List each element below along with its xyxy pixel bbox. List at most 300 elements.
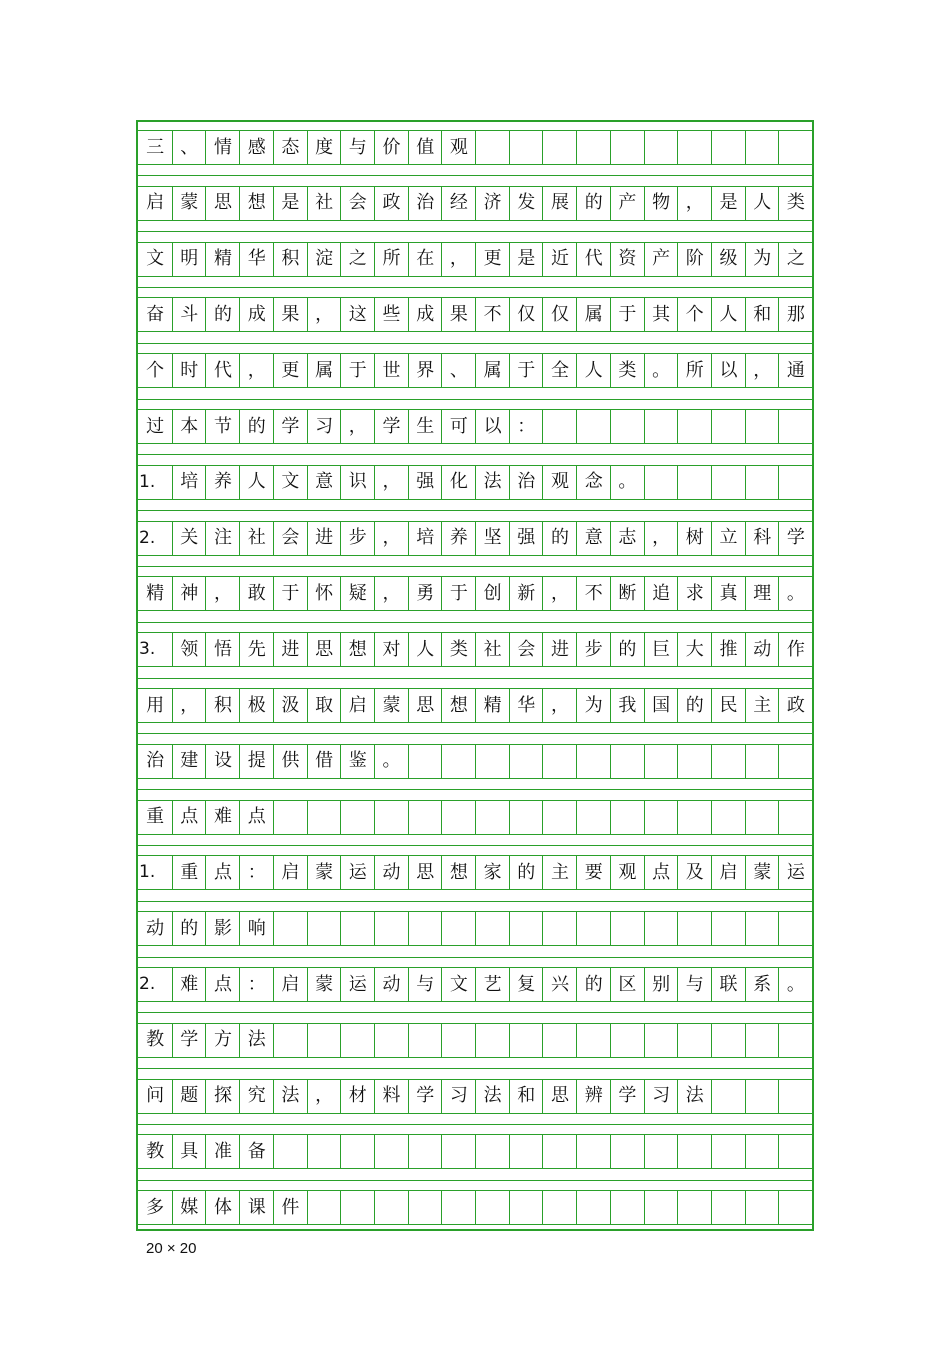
row-gap-line [138, 957, 812, 958]
grid-cell: 坚 [475, 521, 509, 556]
grid-cell: ， [205, 576, 239, 611]
grid-cell: 件 [273, 1190, 307, 1225]
grid-cell: 料 [374, 1079, 408, 1114]
grid-cell: ， [374, 521, 408, 556]
grid-cell [441, 744, 475, 779]
grid-cell: 辨 [576, 1079, 610, 1114]
grid-cell: 情 [205, 130, 239, 165]
grid-cell [778, 911, 812, 946]
grid-cell [576, 1134, 610, 1169]
grid-cell [475, 744, 509, 779]
grid-cell: 2. [138, 521, 172, 556]
grid-cell: 更 [475, 242, 509, 277]
grid-cell: 积 [273, 242, 307, 277]
grid-cell [610, 1190, 644, 1225]
row-gap-line [138, 622, 812, 623]
grid-cell [509, 744, 543, 779]
grid-cell [610, 1134, 644, 1169]
grid-cell [711, 1023, 745, 1058]
grid-row [138, 465, 812, 500]
grid-row [138, 1079, 812, 1114]
grid-cell: 主 [745, 688, 779, 723]
grid-cell [307, 1023, 341, 1058]
grid-cell: ： [509, 409, 543, 444]
grid-cell: 化 [441, 465, 475, 500]
grid-cell [677, 800, 711, 835]
grid-cell [576, 800, 610, 835]
grid-cell [745, 465, 779, 500]
grid-cell [273, 911, 307, 946]
grid-cell [307, 911, 341, 946]
grid-row [138, 409, 812, 444]
grid-cell: 人 [745, 186, 779, 221]
grid-cell: 进 [307, 521, 341, 556]
grid-cell: 材 [340, 1079, 374, 1114]
grid-cell: 立 [711, 521, 745, 556]
grid-cell: 媒 [172, 1190, 206, 1225]
grid-cell: 治 [138, 744, 172, 779]
grid-cell: 文 [273, 465, 307, 500]
grid-cell [644, 800, 678, 835]
grid-row [138, 967, 812, 1002]
grid-cell: 人 [711, 297, 745, 332]
grid-cell: ， [239, 353, 273, 388]
grid-cell: 类 [610, 353, 644, 388]
grid-cell: 。 [610, 465, 644, 500]
grid-cell: 与 [408, 967, 442, 1002]
grid-cell: 、 [172, 130, 206, 165]
grid-cell: ， [307, 1079, 341, 1114]
grid-cell [677, 409, 711, 444]
grid-cell: 动 [138, 911, 172, 946]
grid-cell: 系 [745, 967, 779, 1002]
grid-cell [340, 1023, 374, 1058]
grid-cell [610, 744, 644, 779]
grid-cell [408, 744, 442, 779]
grid-cell [475, 1190, 509, 1225]
grid-size-label: 20 × 20 [146, 1240, 197, 1257]
grid-cell [745, 800, 779, 835]
grid-cell: ， [677, 186, 711, 221]
grid-cell: 作 [778, 632, 812, 667]
grid-cell [542, 130, 576, 165]
grid-cell: 难 [172, 967, 206, 1002]
grid-cell: 创 [475, 576, 509, 611]
grid-cell: 法 [273, 1079, 307, 1114]
grid-cell [745, 130, 779, 165]
grid-cell: 法 [475, 1079, 509, 1114]
grid-cell: 鉴 [340, 744, 374, 779]
grid-cell: 1. [138, 465, 172, 500]
grid-cell [509, 1023, 543, 1058]
grid-cell [711, 1190, 745, 1225]
grid-cell: ， [172, 688, 206, 723]
grid-cell [509, 800, 543, 835]
grid-cell: 疑 [340, 576, 374, 611]
grid-cell: 以 [475, 409, 509, 444]
grid-cell: 重 [138, 800, 172, 835]
grid-cell [778, 1079, 812, 1114]
grid-cell: 运 [778, 855, 812, 890]
grid-cell: 意 [307, 465, 341, 500]
grid-cell [374, 911, 408, 946]
grid-cell: 汲 [273, 688, 307, 723]
grid-cell: 运 [340, 855, 374, 890]
grid-cell: 。 [374, 744, 408, 779]
grid-cell: 价 [374, 130, 408, 165]
grid-cell [644, 744, 678, 779]
grid-cell: 启 [273, 855, 307, 890]
grid-cell [711, 130, 745, 165]
grid-cell: 度 [307, 130, 341, 165]
grid-cell [644, 130, 678, 165]
grid-cell: 仅 [509, 297, 543, 332]
grid-cell: 于 [340, 353, 374, 388]
grid-cell: 习 [441, 1079, 475, 1114]
grid-cell: 3. [138, 632, 172, 667]
grid-cell: ， [441, 242, 475, 277]
grid-cell: 巨 [644, 632, 678, 667]
grid-cell: 敢 [239, 576, 273, 611]
grid-cell: 方 [205, 1023, 239, 1058]
grid-cell: 探 [205, 1079, 239, 1114]
grid-cell: 民 [711, 688, 745, 723]
grid-cell: ， [542, 688, 576, 723]
grid-cell: 本 [172, 409, 206, 444]
grid-cell [677, 1023, 711, 1058]
grid-cell: 先 [239, 632, 273, 667]
grid-cell: 科 [745, 521, 779, 556]
grid-cell [576, 744, 610, 779]
grid-cell: 区 [610, 967, 644, 1002]
row-gap-line [138, 454, 812, 455]
grid-cell: 观 [542, 465, 576, 500]
grid-cell [677, 911, 711, 946]
grid-row [138, 186, 812, 221]
grid-cell: 取 [307, 688, 341, 723]
grid-cell: 难 [205, 800, 239, 835]
grid-cell: 那 [778, 297, 812, 332]
grid-cell: ， [745, 353, 779, 388]
grid-cell: 意 [576, 521, 610, 556]
grid-cell: 于 [441, 576, 475, 611]
grid-cell: 的 [610, 632, 644, 667]
row-gap-line [138, 1012, 812, 1013]
grid-cell: 思 [307, 632, 341, 667]
grid-cell: 的 [542, 521, 576, 556]
grid-cell: 展 [542, 186, 576, 221]
grid-cell: 奋 [138, 297, 172, 332]
grid-cell [408, 1134, 442, 1169]
grid-cell: 成 [408, 297, 442, 332]
grid-cell [374, 800, 408, 835]
grid-cell: 是 [509, 242, 543, 277]
grid-cell: 的 [205, 297, 239, 332]
grid-cell: 是 [711, 186, 745, 221]
grid-cell: 治 [408, 186, 442, 221]
grid-cell: 类 [441, 632, 475, 667]
row-gap-line [138, 287, 812, 288]
grid-cell [745, 409, 779, 444]
grid-cell: 家 [475, 855, 509, 890]
grid-cell: 社 [475, 632, 509, 667]
grid-cell: 态 [273, 130, 307, 165]
row-gap-line [138, 1068, 812, 1069]
grid-cell: 世 [374, 353, 408, 388]
grid-cell [374, 1134, 408, 1169]
grid-cell: 建 [172, 744, 206, 779]
grid-cell [273, 800, 307, 835]
grid-cell [340, 911, 374, 946]
grid-cell: 要 [576, 855, 610, 890]
grid-row [138, 297, 812, 332]
grid-cell [475, 911, 509, 946]
grid-cell [677, 1134, 711, 1169]
grid-cell [340, 800, 374, 835]
grid-cell [408, 911, 442, 946]
grid-cell: 体 [205, 1190, 239, 1225]
grid-cell: 点 [205, 855, 239, 890]
grid-cell: 国 [644, 688, 678, 723]
grid-cell [778, 800, 812, 835]
grid-cell: 的 [576, 186, 610, 221]
grid-cell: 更 [273, 353, 307, 388]
grid-cell [475, 130, 509, 165]
grid-cell [542, 409, 576, 444]
grid-cell: ， [307, 297, 341, 332]
grid-cell [542, 744, 576, 779]
grid-cell [542, 800, 576, 835]
grid-cell: 华 [509, 688, 543, 723]
grid-cell: 以 [711, 353, 745, 388]
grid-cell: 备 [239, 1134, 273, 1169]
grid-cell: 人 [408, 632, 442, 667]
grid-cell: 于 [610, 297, 644, 332]
grid-cell [778, 465, 812, 500]
grid-cell: 动 [745, 632, 779, 667]
grid-cell: 属 [576, 297, 610, 332]
grid-cell: 蒙 [172, 186, 206, 221]
grid-cell [576, 130, 610, 165]
row-gap-line [138, 1180, 812, 1181]
grid-cell: 节 [205, 409, 239, 444]
grid-cell: 极 [239, 688, 273, 723]
grid-cell: 仅 [542, 297, 576, 332]
grid-cell [778, 130, 812, 165]
row-gap-line [138, 733, 812, 734]
grid-cell [542, 1190, 576, 1225]
grid-cell: 教 [138, 1134, 172, 1169]
row-gap-line [138, 901, 812, 902]
grid-cell: 多 [138, 1190, 172, 1225]
grid-cell [745, 911, 779, 946]
grid-cell: 培 [172, 465, 206, 500]
grid-cell: 勇 [408, 576, 442, 611]
grid-cell: 2. [138, 967, 172, 1002]
grid-cell: 的 [509, 855, 543, 890]
grid-cell: 为 [745, 242, 779, 277]
grid-cell [441, 1190, 475, 1225]
grid-cell: ： [239, 967, 273, 1002]
grid-row [138, 855, 812, 890]
grid-cell [677, 465, 711, 500]
grid-cell: 会 [509, 632, 543, 667]
grid-cell: 发 [509, 186, 543, 221]
grid-cell: 动 [374, 855, 408, 890]
grid-cell: 属 [307, 353, 341, 388]
grid-cell [475, 800, 509, 835]
grid-cell: 可 [441, 409, 475, 444]
grid-cell [273, 1023, 307, 1058]
grid-cell: 进 [542, 632, 576, 667]
grid-cell: 及 [677, 855, 711, 890]
grid-cell: 在 [408, 242, 442, 277]
grid-cell [745, 1023, 779, 1058]
grid-cell: ， [542, 576, 576, 611]
grid-cell: 求 [677, 576, 711, 611]
grid-cell [542, 911, 576, 946]
grid-cell: 淀 [307, 242, 341, 277]
grid-row [138, 911, 812, 946]
grid-cell: 阶 [677, 242, 711, 277]
grid-cell: 和 [745, 297, 779, 332]
grid-cell [711, 465, 745, 500]
grid-cell: 全 [542, 353, 576, 388]
grid-cell: 于 [273, 576, 307, 611]
grid-cell: 推 [711, 632, 745, 667]
grid-cell: 强 [408, 465, 442, 500]
grid-cell: 借 [307, 744, 341, 779]
grid-cell [644, 1134, 678, 1169]
grid-cell: 启 [340, 688, 374, 723]
grid-cell: 追 [644, 576, 678, 611]
grid-cell [576, 1023, 610, 1058]
grid-cell: 学 [172, 1023, 206, 1058]
grid-cell: ， [644, 521, 678, 556]
row-gap-line [138, 789, 812, 790]
grid-cell: 培 [408, 521, 442, 556]
grid-cell: 步 [576, 632, 610, 667]
grid-cell: 蒙 [745, 855, 779, 890]
grid-cell [644, 1023, 678, 1058]
grid-cell: 社 [307, 186, 341, 221]
grid-cell: 与 [677, 967, 711, 1002]
grid-cell: 三 [138, 130, 172, 165]
grid-cell: 运 [340, 967, 374, 1002]
grid-cell [778, 1190, 812, 1225]
row-gap-line [138, 231, 812, 232]
grid-cell: 些 [374, 297, 408, 332]
grid-cell [542, 1023, 576, 1058]
grid-cell: 蒙 [307, 967, 341, 1002]
grid-cell: 蒙 [374, 688, 408, 723]
grid-cell: 代 [205, 353, 239, 388]
grid-cell: 经 [441, 186, 475, 221]
row-gap-line [138, 399, 812, 400]
grid-cell: 不 [475, 297, 509, 332]
grid-cell: 斗 [172, 297, 206, 332]
grid-cell [610, 409, 644, 444]
grid-cell [441, 800, 475, 835]
grid-cell: 之 [778, 242, 812, 277]
grid-cell: 代 [576, 242, 610, 277]
grid-cell: 注 [205, 521, 239, 556]
grid-cell: 我 [610, 688, 644, 723]
grid-cell: 人 [239, 465, 273, 500]
grid-cell [778, 1023, 812, 1058]
grid-cell: 的 [576, 967, 610, 1002]
grid-cell [711, 744, 745, 779]
grid-cell: 思 [408, 688, 442, 723]
grid-row [138, 800, 812, 835]
grid-cell: 学 [408, 1079, 442, 1114]
grid-cell [610, 130, 644, 165]
grid-cell: 重 [172, 855, 206, 890]
grid-cell: 艺 [475, 967, 509, 1002]
row-gap-line [138, 175, 812, 176]
grid-cell: 级 [711, 242, 745, 277]
grid-row [138, 632, 812, 667]
grid-cell [644, 409, 678, 444]
grid-cell: 会 [273, 521, 307, 556]
grid-cell: 会 [340, 186, 374, 221]
grid-cell: 个 [138, 353, 172, 388]
grid-cell [745, 1190, 779, 1225]
grid-cell: 对 [374, 632, 408, 667]
grid-cell: 资 [610, 242, 644, 277]
grid-cell: 的 [677, 688, 711, 723]
grid-cell [475, 1023, 509, 1058]
grid-cell: 关 [172, 521, 206, 556]
grid-cell: 这 [340, 297, 374, 332]
grid-cell: 点 [172, 800, 206, 835]
row-gap-line [138, 1124, 812, 1125]
grid-row [138, 130, 812, 165]
grid-cell: 新 [509, 576, 543, 611]
grid-cell: 所 [677, 353, 711, 388]
grid-cell: 启 [711, 855, 745, 890]
grid-cell [711, 800, 745, 835]
grid-cell: 的 [172, 911, 206, 946]
grid-cell: 所 [374, 242, 408, 277]
grid-cell [542, 1134, 576, 1169]
grid-cell [475, 1134, 509, 1169]
grid-cell [711, 1134, 745, 1169]
grid-cell [340, 1190, 374, 1225]
grid-cell: 究 [239, 1079, 273, 1114]
grid-cell: 神 [172, 576, 206, 611]
grid-cell: 养 [441, 521, 475, 556]
grid-cell [778, 409, 812, 444]
grid-cell [610, 800, 644, 835]
grid-cell: 断 [610, 576, 644, 611]
grid-cell [340, 1134, 374, 1169]
grid-cell [677, 744, 711, 779]
grid-cell: 法 [677, 1079, 711, 1114]
grid-cell: 其 [644, 297, 678, 332]
grid-cell: 法 [239, 1023, 273, 1058]
grid-cell: 大 [677, 632, 711, 667]
grid-cell [307, 1190, 341, 1225]
grid-cell: 学 [610, 1079, 644, 1114]
grid-cell: 学 [778, 521, 812, 556]
grid-cell [374, 1190, 408, 1225]
grid-cell [745, 744, 779, 779]
grid-cell: 启 [138, 186, 172, 221]
grid-cell: 养 [205, 465, 239, 500]
grid-cell: ， [340, 409, 374, 444]
grid-cell: 不 [576, 576, 610, 611]
